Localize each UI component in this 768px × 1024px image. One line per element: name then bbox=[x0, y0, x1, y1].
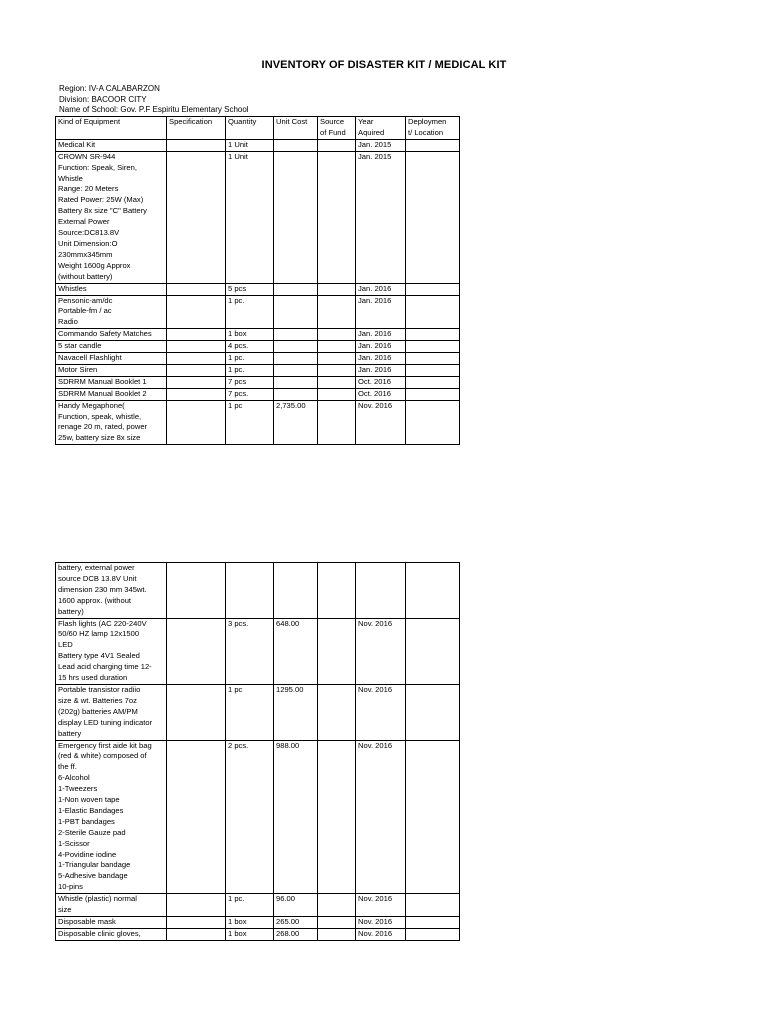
unit-cost-cell: 265.00 bbox=[274, 917, 318, 929]
source-of-fund-cell bbox=[318, 563, 356, 619]
specification-cell bbox=[167, 353, 226, 365]
unit-cost-cell: 648.00 bbox=[274, 618, 318, 684]
specification-cell bbox=[167, 563, 226, 619]
specification-cell bbox=[167, 388, 226, 400]
specification-cell bbox=[167, 283, 226, 295]
unit-cost-cell: Unit Cost bbox=[274, 117, 318, 140]
kind-of-equipment-cell: battery, external power source DCB 13.8V Unit dimension 230 mm 345wt. 1600 approx. (without battery) bbox=[56, 563, 167, 619]
deployment-location-cell bbox=[406, 917, 460, 929]
deployment-location-cell bbox=[406, 376, 460, 388]
inventory-table-1 bbox=[55, 116, 460, 445]
source-of-fund-cell bbox=[318, 364, 356, 376]
deployment-location-cell bbox=[406, 563, 460, 619]
year-acquired-cell: Nov. 2016 bbox=[356, 740, 406, 894]
unit-cost-cell bbox=[274, 295, 318, 329]
source-of-fund-cell bbox=[318, 376, 356, 388]
quantity-cell: 2 pcs. bbox=[226, 740, 274, 894]
kind-of-equipment-cell: Flash lights (AC 220-240V 50/60 HZ lamp 12x1500 LED Battery type 4V1 Sealed Lead acid charging time 12- 15 hrs used duration bbox=[56, 618, 167, 684]
kind-of-equipment-cell: Navacell Flashlight bbox=[56, 353, 167, 365]
unit-cost-cell bbox=[274, 341, 318, 353]
quantity-cell: 3 pcs. bbox=[226, 618, 274, 684]
region-label: Region: IV-A CALABARZON bbox=[59, 84, 160, 93]
deployment-location-cell bbox=[406, 364, 460, 376]
table-row bbox=[56, 928, 460, 940]
quantity-cell: 1 pc. bbox=[226, 894, 274, 917]
table-row bbox=[56, 353, 460, 365]
deployment-location-cell bbox=[406, 353, 460, 365]
year-acquired-cell bbox=[356, 563, 406, 619]
year-acquired-cell: Nov. 2016 bbox=[356, 928, 406, 940]
source-of-fund-cell: Source of Fund bbox=[318, 117, 356, 140]
quantity-cell: 1 pc. bbox=[226, 353, 274, 365]
quantity-cell: 7 pcs bbox=[226, 376, 274, 388]
unit-cost-cell bbox=[274, 364, 318, 376]
specification-cell bbox=[167, 139, 226, 151]
quantity-cell: 1 pc. bbox=[226, 364, 274, 376]
table-row bbox=[56, 684, 460, 740]
deployment-location-cell bbox=[406, 618, 460, 684]
deployment-location-cell bbox=[406, 341, 460, 353]
quantity-cell: 1 box bbox=[226, 917, 274, 929]
specification-cell bbox=[167, 740, 226, 894]
deployment-location-cell bbox=[406, 139, 460, 151]
unit-cost-cell bbox=[274, 376, 318, 388]
quantity-cell: 1 pc bbox=[226, 400, 274, 445]
source-of-fund-cell bbox=[318, 295, 356, 329]
year-acquired-cell: Nov. 2016 bbox=[356, 618, 406, 684]
specification-cell bbox=[167, 917, 226, 929]
quantity-cell: 1 pc bbox=[226, 684, 274, 740]
deployment-location-cell bbox=[406, 894, 460, 917]
quantity-cell: 7 pcs. bbox=[226, 388, 274, 400]
table-row bbox=[56, 618, 460, 684]
kind-of-equipment-cell: SDRRM Manual Booklet 2 bbox=[56, 388, 167, 400]
specification-cell bbox=[167, 364, 226, 376]
kind-of-equipment-cell: Commando Safety Matches bbox=[56, 329, 167, 341]
table-row bbox=[56, 563, 460, 619]
year-acquired-cell: Nov. 2016 bbox=[356, 917, 406, 929]
kind-of-equipment-cell: Motor Siren bbox=[56, 364, 167, 376]
deployment-location-cell bbox=[406, 740, 460, 894]
year-acquired-cell: Nov. 2016 bbox=[356, 894, 406, 917]
unit-cost-cell bbox=[274, 151, 318, 283]
source-of-fund-cell bbox=[318, 341, 356, 353]
specification-cell bbox=[167, 618, 226, 684]
deployment-location-cell bbox=[406, 400, 460, 445]
specification-cell bbox=[167, 295, 226, 329]
source-of-fund-cell bbox=[318, 684, 356, 740]
specification-cell: Specification bbox=[167, 117, 226, 140]
table-row bbox=[56, 376, 460, 388]
table-row bbox=[56, 894, 460, 917]
unit-cost-cell bbox=[274, 563, 318, 619]
quantity-cell: 1 Unit bbox=[226, 139, 274, 151]
division-label: Division: BACOOR CITY bbox=[59, 94, 147, 104]
kind-of-equipment-cell: 5 star candle bbox=[56, 341, 167, 353]
year-acquired-cell: Jan. 2015 bbox=[356, 139, 406, 151]
school-name-label: Name of School: Gov. P.F Espiritu Elementary School bbox=[59, 105, 249, 114]
kind-of-equipment-cell: Disposable clinic gloves, bbox=[56, 928, 167, 940]
unit-cost-cell: 988.00 bbox=[274, 740, 318, 894]
specification-cell bbox=[167, 329, 226, 341]
table-row bbox=[56, 151, 460, 283]
quantity-cell: 5 pcs bbox=[226, 283, 274, 295]
quantity-cell: 1 pc. bbox=[226, 295, 274, 329]
quantity-cell bbox=[226, 563, 274, 619]
kind-of-equipment-cell: Portable transistor radiio size & wt. Batteries 7oz (202g) batteries AM/PM display LED tuning indicator battery bbox=[56, 684, 167, 740]
table-row bbox=[56, 388, 460, 400]
unit-cost-cell: 96.00 bbox=[274, 894, 318, 917]
year-acquired-cell: Year Aquired bbox=[356, 117, 406, 140]
year-acquired-cell: Jan. 2016 bbox=[356, 353, 406, 365]
year-acquired-cell: Oct. 2016 bbox=[356, 376, 406, 388]
specification-cell bbox=[167, 400, 226, 445]
quantity-cell: 1 box bbox=[226, 329, 274, 341]
source-of-fund-cell bbox=[318, 740, 356, 894]
source-of-fund-cell bbox=[318, 388, 356, 400]
header-row bbox=[56, 117, 460, 140]
quantity-cell: 1 box bbox=[226, 928, 274, 940]
source-of-fund-cell bbox=[318, 400, 356, 445]
kind-of-equipment-cell: Medical Kit bbox=[56, 139, 167, 151]
year-acquired-cell: Jan. 2016 bbox=[356, 283, 406, 295]
table-row bbox=[56, 341, 460, 353]
unit-cost-cell: 1295.00 bbox=[274, 684, 318, 740]
kind-of-equipment-cell: Pensonic-am/dc Portable-fm / ac Radio bbox=[56, 295, 167, 329]
source-of-fund-cell bbox=[318, 353, 356, 365]
year-acquired-cell: Jan. 2016 bbox=[356, 295, 406, 329]
kind-of-equipment-cell: Whistles bbox=[56, 283, 167, 295]
table-row bbox=[56, 295, 460, 329]
table-row bbox=[56, 740, 460, 894]
year-acquired-cell: Nov. 2016 bbox=[356, 684, 406, 740]
unit-cost-cell bbox=[274, 353, 318, 365]
specification-cell bbox=[167, 684, 226, 740]
kind-of-equipment-cell: Whistle (plastic) normal size bbox=[56, 894, 167, 917]
deployment-location-cell bbox=[406, 928, 460, 940]
source-of-fund-cell bbox=[318, 151, 356, 283]
year-acquired-cell: Jan. 2016 bbox=[356, 364, 406, 376]
table-row bbox=[56, 400, 460, 445]
deployment-location-cell bbox=[406, 295, 460, 329]
school-info bbox=[59, 84, 249, 116]
kind-of-equipment-cell: CROWN SR-944 Function: Speak, Siren, Whistle Range: 20 Meters Rated Power: 25W (Max) Battery 8x size "C" Battery External Power Source:DC813.8V Unit Dimension:O 230mmx345mm Weight 1600g Approx (without battery) bbox=[56, 151, 167, 283]
table-row bbox=[56, 917, 460, 929]
unit-cost-cell bbox=[274, 283, 318, 295]
source-of-fund-cell bbox=[318, 618, 356, 684]
year-acquired-cell: Nov. 2016 bbox=[356, 400, 406, 445]
year-acquired-cell: Oct. 2016 bbox=[356, 388, 406, 400]
unit-cost-cell bbox=[274, 139, 318, 151]
table-row bbox=[56, 139, 460, 151]
document-title: INVENTORY OF DISASTER KIT / MEDICAL KIT bbox=[261, 59, 507, 71]
unit-cost-cell bbox=[274, 388, 318, 400]
specification-cell bbox=[167, 928, 226, 940]
deployment-location-cell bbox=[406, 388, 460, 400]
source-of-fund-cell bbox=[318, 894, 356, 917]
kind-of-equipment-cell: SDRRM Manual Booklet 1 bbox=[56, 376, 167, 388]
specification-cell bbox=[167, 341, 226, 353]
unit-cost-cell: 268.00 bbox=[274, 928, 318, 940]
deployment-location-cell bbox=[406, 151, 460, 283]
source-of-fund-cell bbox=[318, 139, 356, 151]
source-of-fund-cell bbox=[318, 329, 356, 341]
quantity-cell: 1 Unit bbox=[226, 151, 274, 283]
year-acquired-cell: Jan. 2016 bbox=[356, 341, 406, 353]
deployment-location-cell bbox=[406, 283, 460, 295]
kind-of-equipment-cell: Kind of Equipment bbox=[56, 117, 167, 140]
specification-cell bbox=[167, 151, 226, 283]
unit-cost-cell: 2,735.00 bbox=[274, 400, 318, 445]
table-row bbox=[56, 364, 460, 376]
source-of-fund-cell bbox=[318, 928, 356, 940]
quantity-cell: Quantity bbox=[226, 117, 274, 140]
deployment-location-cell bbox=[406, 684, 460, 740]
source-of-fund-cell bbox=[318, 283, 356, 295]
deployment-location-cell bbox=[406, 329, 460, 341]
table-row bbox=[56, 329, 460, 341]
kind-of-equipment-cell: Handy Megaphone( Function, speak, whistle, renage 20 m, rated, power 25w, battery size 8x size bbox=[56, 400, 167, 445]
kind-of-equipment-cell: Disposable mask bbox=[56, 917, 167, 929]
inventory-table-2 bbox=[55, 562, 460, 941]
unit-cost-cell bbox=[274, 329, 318, 341]
specification-cell bbox=[167, 894, 226, 917]
year-acquired-cell: Jan. 2015 bbox=[356, 151, 406, 283]
year-acquired-cell: Jan. 2016 bbox=[356, 329, 406, 341]
specification-cell bbox=[167, 376, 226, 388]
source-of-fund-cell bbox=[318, 917, 356, 929]
kind-of-equipment-cell: Emergency first aide kit bag (red & white) composed of the ff. 6-Alcohol 1-Tweezers 1-Non woven tape 1-Elastic Bandages 1-PBT bandages 2-Sterile Gauze pad 1-Scissor 4-Povidine iodine 1-Triangular bandage 5-Adhesive bandage 10-pins bbox=[56, 740, 167, 894]
table-row bbox=[56, 283, 460, 295]
quantity-cell: 4 pcs. bbox=[226, 341, 274, 353]
deployment-location-cell: Deploymen t/ Location bbox=[406, 117, 460, 140]
